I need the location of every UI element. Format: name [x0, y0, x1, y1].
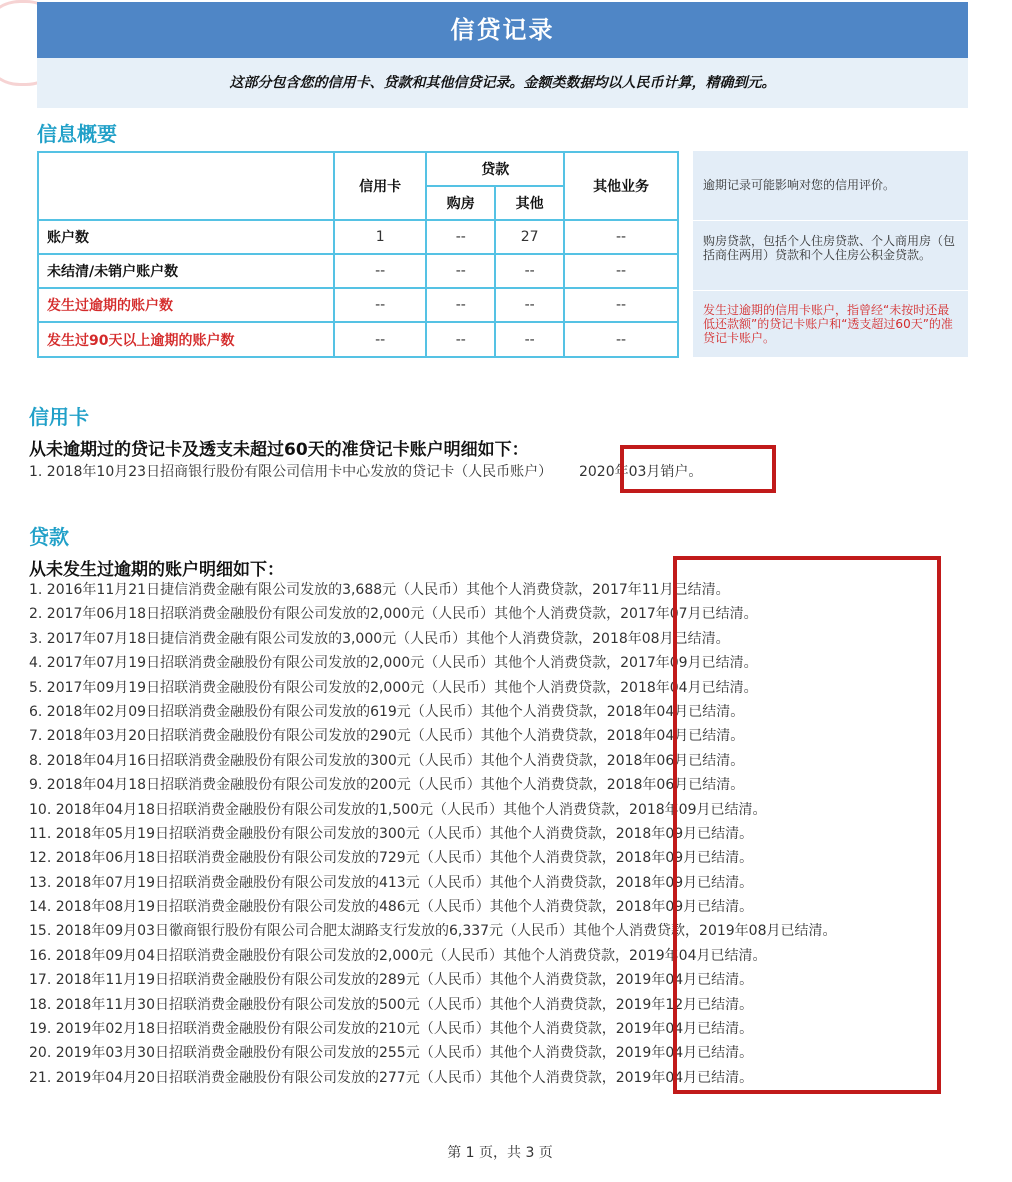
col-credit-card: 信用卡: [334, 152, 426, 220]
cell: --: [334, 288, 426, 322]
table-row: [38, 254, 678, 288]
list-item: 14. 2018年08月19日招联消费金融股份有限公司发放的486元（人民币）其他个人消费贷款，2018年09月已结清。: [29, 899, 754, 916]
list-item: 12. 2018年06月18日招联消费金融股份有限公司发放的729元（人民币）其他个人消费贷款，2018年09月已结清。: [29, 850, 754, 867]
note-overdue-card: 发生过逾期的信用卡账户，指曾经“未按时还最低还款额”的贷记卡账户和“透支超过60天”的准贷记卡账户。: [693, 291, 968, 357]
row-label: 发生过90天以上逾期的账户数: [38, 322, 334, 357]
list-item: 20. 2019年03月30日招联消费金融股份有限公司发放的255元（人民币）其他个人消费贷款，2019年04月已结清。: [29, 1045, 754, 1062]
list-item: 16. 2018年09月04日招联消费金融股份有限公司发放的2,000元（人民币）其他个人消费贷款，2019年04月已结清。: [29, 947, 767, 964]
cell: --: [426, 288, 495, 322]
cell: --: [564, 254, 678, 288]
row-label: 发生过逾期的账户数: [38, 288, 334, 322]
cell: 1: [334, 220, 426, 254]
list-item: 21. 2019年04月20日招联消费金融股份有限公司发放的277元（人民币）其他个人消费贷款，2019年04月已结清。: [29, 1069, 754, 1086]
list-item: 9. 2018年04月18日招联消费金融股份有限公司发放的200元（人民币）其他个人消费贷款，2018年06月已结清。: [29, 777, 745, 794]
table-row: [38, 288, 678, 322]
page-number: 第 1 页，共 3 页: [447, 1145, 553, 1161]
cell: --: [564, 322, 678, 357]
highlight-box-settled: [673, 556, 941, 1094]
cell: --: [426, 254, 495, 288]
header-note: 这部分包含您的信用卡、贷款和其他信贷记录。金额类数据均以人民币计算，精确到元。: [37, 58, 968, 108]
list-item: 15. 2018年09月03日徽商银行股份有限公司合肥太湖路支行发放的6,337元（人民币）其他个人消费贷款，2019年08月已结清。: [29, 923, 837, 940]
loan-title: 贷款: [29, 525, 69, 549]
list-item: 13. 2018年07月19日招联消费金融股份有限公司发放的413元（人民币）其他个人消费贷款，2018年09月已结清。: [29, 874, 754, 891]
cell: --: [564, 220, 678, 254]
row-label: 未结清/未销户账户数: [38, 254, 334, 288]
list-item: 6. 2018年02月09日招联消费金融股份有限公司发放的619元（人民币）其他个人消费贷款，2018年04月已结清。: [29, 703, 745, 720]
loan-subtitle: 从未发生过逾期的账户明细如下：: [29, 560, 284, 580]
col-other-business: 其他业务: [564, 152, 678, 220]
credit-card-item-status: 2020年03月销户。: [578, 464, 703, 480]
credit-card-subtitle: 从未逾期过的贷记卡及透支未超过60天的准贷记卡账户明细如下：: [29, 440, 529, 460]
cell: --: [334, 254, 426, 288]
note-house-loan: 购房贷款，包括个人住房贷款、个人商用房（包括商住两用）贷款和个人住房公积金贷款。: [693, 221, 968, 290]
cell: --: [495, 322, 564, 357]
credit-card-item: [29, 461, 702, 481]
list-item: 8. 2018年04月16日招联消费金融股份有限公司发放的300元（人民币）其他个人消费贷款，2018年06月已结清。: [29, 752, 745, 769]
list-item: 3. 2017年07月18日捷信消费金融有限公司发放的3,000元（人民币）其他个人消费贷款，2018年08月已结清。: [29, 630, 730, 647]
list-item: 5. 2017年09月19日招联消费金融股份有限公司发放的2,000元（人民币）其他个人消费贷款，2018年04月已结清。: [29, 679, 758, 696]
list-item: 2. 2017年06月18日招联消费金融股份有限公司发放的2,000元（人民币）其他个人消费贷款，2017年07月已结清。: [29, 606, 758, 623]
list-item: 11. 2018年05月19日招联消费金融股份有限公司发放的300元（人民币）其他个人消费贷款，2018年09月已结清。: [29, 825, 754, 842]
overview-table: [37, 151, 679, 358]
row-label: 账户数: [38, 220, 334, 254]
cell: --: [564, 288, 678, 322]
cell: --: [495, 254, 564, 288]
list-item: 4. 2017年07月19日招联消费金融股份有限公司发放的2,000元（人民币）其他个人消费贷款，2017年09月已结清。: [29, 655, 758, 672]
table-row: [38, 220, 678, 254]
highlight-box-cancel: [620, 445, 776, 493]
col-loan-house: 购房: [426, 186, 495, 220]
list-item: 1. 2016年11月21日捷信消费金融有限公司发放的3,688元（人民币）其他个人消费贷款，2017年11月已结清。: [29, 582, 730, 598]
list-item: 19. 2019年02月18日招联消费金融股份有限公司发放的210元（人民币）其他个人消费贷款，2019年04月已结清。: [29, 1021, 754, 1038]
note-overdue: 逾期记录可能影响对您的信用评价。: [693, 151, 968, 220]
col-loan: 贷款: [426, 152, 564, 186]
list-item: 10. 2018年04月18日招联消费金融股份有限公司发放的1,500元（人民币）其他个人消费贷款，2018年09月已结清。: [29, 801, 767, 818]
cell: --: [426, 322, 495, 357]
col-loan-other: 其他: [495, 186, 564, 220]
cell: --: [495, 288, 564, 322]
cell: --: [426, 220, 495, 254]
table-row: [38, 322, 678, 357]
cell: 27: [495, 220, 564, 254]
overview-title: 信息概要: [37, 122, 117, 146]
cell: --: [334, 322, 426, 357]
credit-card-title: 信用卡: [29, 405, 89, 429]
page-title: 信贷记录: [37, 2, 968, 58]
credit-card-item-text: 1. 2018年10月23日招商银行股份有限公司信用卡中心发放的贷记卡（人民币账户）: [29, 464, 553, 480]
list-item: 17. 2018年11月19日招联消费金融股份有限公司发放的289元（人民币）其他个人消费贷款，2019年04月已结清。: [29, 972, 754, 989]
list-item: 7. 2018年03月20日招联消费金融股份有限公司发放的290元（人民币）其他个人消费贷款，2018年04月已结清。: [29, 728, 745, 745]
blank-header-cell: [38, 152, 334, 220]
list-item: 18. 2018年11月30日招联消费金融股份有限公司发放的500元（人民币）其他个人消费贷款，2019年12月已结清。: [29, 996, 754, 1013]
